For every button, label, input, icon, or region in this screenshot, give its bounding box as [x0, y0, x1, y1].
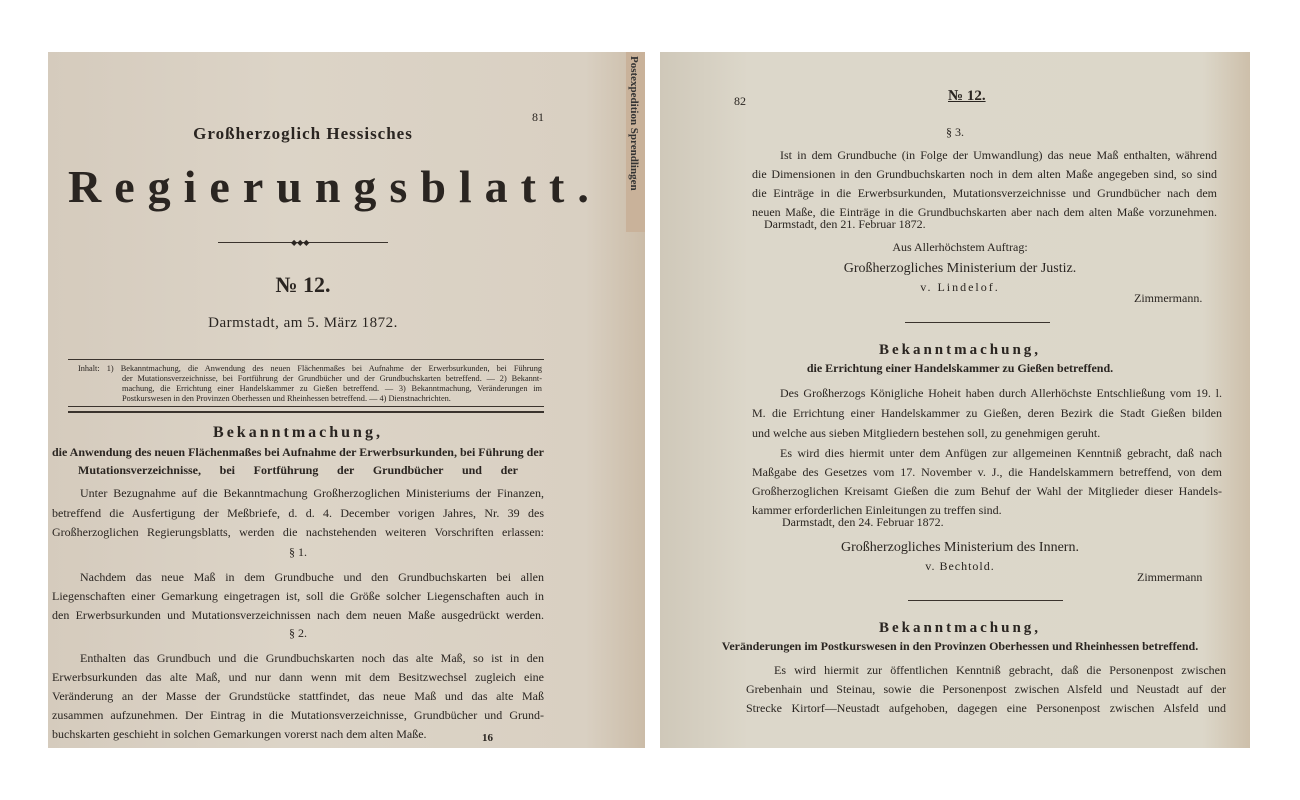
rule	[905, 322, 1050, 323]
page-number: 82	[734, 94, 746, 108]
contents-line: der Mutationsverzeichnisse, bei Fortführung der Grundbücher und der Grundbuchskarten betreffend. — 2) Bekannt-	[122, 374, 542, 383]
date-line: Darmstadt, den 24. Februar 1872.	[782, 515, 944, 529]
notice-subtitle: Mutationsverzeichnisse, bei Fortführung der Grundbücher und der	[78, 463, 518, 477]
text-line: zusammen aufzunehmen. Der Eintrag in die Mutationsverzeichnisse, Grundbücher und Grund-	[52, 708, 544, 722]
section-heading: § 3.	[946, 125, 964, 139]
dateline: Darmstadt, am 5. März 1872.	[208, 315, 398, 331]
rule	[68, 411, 544, 413]
notice-title: Bekanntmachung,	[878, 342, 1042, 358]
text-line: Veränderung an der Masse der Grundstücke stattfindet, das neue Maß und das alte Maß	[52, 689, 544, 703]
text-line: Strecke Kirtorf—Neustadt aufgehoben, dagegen eine Personenpost zwischen Alsfeld und	[746, 701, 1226, 715]
left-page	[48, 52, 645, 748]
text-line: M. die Errichtung einer Handelskammer zu Gießen, deren Bezirk die Stadt Gießen bilden	[752, 406, 1222, 420]
text-line: Grebenhain und Steinau, sowie die Personenpost zwischen Alsfeld und Neustadt auf der	[746, 682, 1226, 696]
text-line: Unter Bezugnahme auf die Bekanntmachung Großherzoglichen Ministeriums der Finanzen,	[80, 486, 544, 500]
notice-title: Bekanntmachung,	[878, 620, 1042, 636]
ornament-icon: ◆◆◆	[291, 238, 310, 247]
text-line: und welche aus sieben Mitgliedern bestehen soll, zu genehmigen geruht.	[752, 426, 1101, 440]
text-line: Es wird hiermit zur öffentlichen Kenntniß gebracht, daß die Personenpost zwischen	[774, 663, 1226, 677]
minister-name: v. Lindelof.	[920, 280, 1000, 294]
page-number: 81	[532, 110, 544, 124]
text-line: Es wird dies hiermit unter dem Anfügen zur allgemeinen Kenntniß gebracht, daß nach	[780, 446, 1222, 460]
text-line: Des Großherzogs Königliche Hoheit haben durch Allerhöchste Entschließung vom 19. l.	[780, 386, 1222, 400]
text-line: buchskarten geschieht in solchen Gemarkungen vorerst nach dem alten Maße.	[52, 727, 427, 741]
signature-mark: 16	[482, 732, 493, 744]
text-line: Ist in dem Grundbuche (in Folge der Umwandlung) das neue Maß enthalten, während	[780, 148, 1217, 162]
minister-name: v. Bechtold.	[925, 559, 995, 573]
text-line: die Dimensionen in den Grundbuchskarten noch in dem alten Maße angegeben sind, so sind	[752, 167, 1217, 181]
text-line: kammer erforderlichen Einleitungen zu treffen sind.	[752, 503, 1002, 517]
masthead-title: Regierungsblatt.	[68, 161, 602, 212]
clerk-name: Zimmermann.	[1134, 291, 1203, 305]
notice-subtitle: Veränderungen im Postkurswesen in den Provinzen Oberhessen und Rheinhessen betreffend.	[721, 639, 1199, 653]
issue-number: № 12.	[948, 88, 986, 104]
text-line: Großherzoglichen Kreisamt Gießen die zum Behuf der Wahl der Mitglieder dieser Handels-	[752, 484, 1222, 498]
contents-line: Postkurswesen in den Provinzen Oberhessen und Rheinhessen betreffend. — 4) Dienstnachrichten.	[122, 394, 451, 403]
text-line: Erwerbsurkunden das alte Maß, und nur dann wenn mit dem Besitzwechsel zugleich eine	[52, 670, 544, 684]
clerk-name: Zimmermann	[1137, 570, 1203, 584]
side-label-strip	[626, 52, 645, 232]
side-label: Postexpedition Sprendlingen	[628, 56, 640, 191]
date-line: Darmstadt, den 21. Februar 1872.	[764, 217, 926, 231]
section-heading: § 2.	[289, 626, 307, 640]
text-line: Liegenschaften einer Gemarkung eingetragen ist, soll die Größe solcher Liegenschaften auch in	[52, 589, 544, 603]
text-line: Enthalten das Grundbuch und die Grundbuchskarten noch das alte Maß, so ist in den	[80, 651, 544, 665]
rule	[68, 406, 544, 407]
section-heading: § 1.	[289, 545, 307, 559]
ministry-name: Großherzogliches Ministerium der Justiz.	[843, 261, 1077, 276]
text-line: betreffend die Ausfertigung der Meßbriefe, d. d. 4. December vorigen Jahres, Nr. 39 des	[52, 506, 544, 520]
text-line: Nachdem das neue Maß in dem Grundbuche und den Grundbuchskarten bei allen	[80, 570, 544, 584]
text-line: Großherzoglichen Regierungsblatts, werden die nachstehenden weiteren Vorschriften erlassen:	[52, 525, 544, 539]
notice-subtitle: die Errichtung einer Handelskammer zu Gießen betreffend.	[806, 361, 1114, 375]
issue-number: № 12.	[275, 272, 331, 297]
right-page	[660, 52, 1250, 748]
ministry-name: Großherzogliches Ministerium des Innern.	[841, 540, 1079, 555]
text-line: den Erwerbsurkunden und Mutationsverzeichnissen nach dem neuen Maße ausgedrückt werden.	[52, 608, 544, 622]
masthead-top: Großherzoglich Hessisches	[193, 124, 413, 143]
text-line: neuen Maße, die Einträge in die Grundbuchskarten aber nach dem alten Maße vorzunehmen.	[752, 205, 1217, 219]
rule	[68, 359, 544, 360]
notice-title: Bekanntmachung,	[213, 424, 383, 441]
contents-line: machung, die Errichtung einer Handelskammer zu Gießen betreffend. — 3) Bekanntmachung, Veränderungen im	[122, 384, 542, 393]
rule	[908, 600, 1063, 601]
order-line: Aus Allerhöchstem Auftrag:	[892, 240, 1028, 254]
contents-line: Inhalt: 1) Bekanntmachung, die Anwendung des neuen Flächenmaßes bei Aufnahme der Erwerbsurkunden, bei Führung	[78, 364, 542, 373]
notice-subtitle: die Anwendung des neuen Flächenmaßes bei Aufnahme der Erwerbsurkunden, bei Führung der	[52, 445, 544, 459]
text-line: die Einträge in die Erwerbsurkunden, Mutationsverzeichnisse und Grundbücher nach dem	[752, 186, 1217, 200]
text-line: Maßgabe des Gesetzes vom 17. November v. J., die Handelskammern betreffend, von dem	[752, 465, 1222, 479]
